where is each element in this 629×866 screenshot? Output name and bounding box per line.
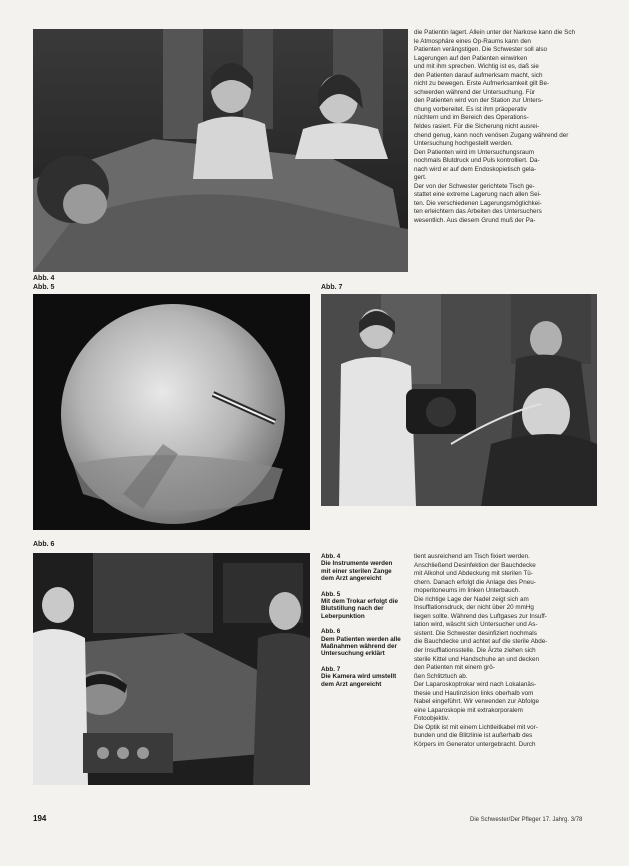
text-line: nüchtern und im Bereich des Operations- (414, 114, 529, 122)
caption-abb6 (321, 628, 401, 658)
text-line: den Patienten wird von der Station zur Unters- (414, 97, 544, 105)
caption-title: Abb. 4 (321, 553, 341, 560)
text-line: Körpers im Generator untergebracht. Durch (414, 741, 536, 749)
footer-credit: Die Schwester/Der Pfleger 17. Jahrg. 3/78 (470, 817, 583, 823)
text-line: und mit ihm sprechen. Wichtig ist es, daß sie (414, 63, 539, 71)
caption-abb4 (321, 553, 401, 583)
text-line: nicht zu bewegen. Erste Aufmerksamkeit gilt Be- (414, 80, 550, 88)
caption-column (321, 553, 401, 696)
text-line: stattet eine extreme Lagerung nach allen Sei- (414, 191, 542, 199)
caption-text: Mit dem Trokar erfolgt die Blutstillung nach der Leberpunktion (321, 598, 398, 620)
text-line: schwerden während der Untersuchung. Für (414, 88, 536, 96)
caption-text: Die Kamera wird umstellt dem Arzt angereicht (321, 673, 397, 688)
text-line: ßen Schlitztuch ab. (414, 672, 468, 680)
text-line: Der Laparoskoptrokar wird nach Lokalanäs- (414, 681, 537, 689)
text-line: bunden und die Blitzlinie ist außerhalb des (414, 732, 533, 740)
text-line: Den Patienten wird im Untersuchungsraum (414, 148, 535, 156)
photo-abb4 (33, 29, 408, 272)
text-line: Die richtige Lage der Nadel zeigt sich am (414, 595, 529, 603)
text-line: sterile Kittel und Handschuhe an und decken (414, 655, 539, 663)
text-line: Untersuchung hochgestellt werden. (414, 140, 513, 148)
text-line: lation wird, wäscht sich Untersucher und As- (414, 621, 538, 629)
text-line: chung vorbereitet. Es ist ihm präoperativ (414, 105, 527, 113)
text-line: Lagerungen auf den Patienten einwirken (414, 54, 528, 62)
caption-abb7 (321, 666, 401, 688)
text-line: ten erleichtern das Arbeiten des Untersuchers (414, 208, 542, 216)
text-line: nach wird er auf dem Endoskopietisch gela- (414, 165, 537, 173)
text-line: Die Optik ist mit einem Lichtleitkabel mit vor- (414, 723, 538, 731)
photo-abb6-image (33, 553, 310, 785)
caption-abb5 (321, 591, 401, 621)
text-line: den Patienten darauf aufmerksam macht, sich (414, 71, 543, 79)
text-line: ten. Die verschiedenen Lagerungsmöglichkei- (414, 199, 542, 207)
text-line: sistent. Die Schwester desinfiziert nochmals (414, 629, 537, 637)
text-line: die Patientin lagert. Allein unter der Narkose kann die Sch (414, 29, 576, 36)
caption-title: Abb. 6 (321, 628, 341, 636)
text-line: mit Alkohol und Abdeckung mit sterilen Tü- (414, 570, 533, 578)
caption-title: Abb. 5 (321, 590, 341, 598)
text-line: Nabel eingeführt. Wir verwenden zur Abfolge (414, 698, 539, 706)
figure-label-abb5: Abb. 5 (33, 284, 55, 291)
text-line: nochmals Blutdruck und Puls kontrolliert. Da- (414, 157, 540, 165)
text-line: le Atmosphäre eines Op-Raums kann den (414, 37, 531, 45)
caption-title: Abb. 7 (321, 665, 341, 673)
caption-text: Die Instrumente werden mit einer sterilen Zange dem Arzt angereicht (321, 560, 393, 583)
figure-label-abb6: Abb. 6 (33, 541, 55, 548)
caption-text: Dem Patienten werden alle Maßnahmen während der Untersuchung erklärt (321, 635, 401, 658)
text-line: chern. Danach erfolgt die Anlage des Pneu- (414, 578, 536, 586)
page-number: 194 (33, 814, 47, 823)
text-line: liegen sollte. Während des Luftgases zur Insuff- (414, 612, 547, 620)
text-line: gert. (414, 174, 427, 182)
text-column-bottom (414, 553, 597, 750)
photo-abb7-image (321, 294, 597, 506)
text-line: tient ausreichend am Tisch fixiert werden. (414, 553, 530, 560)
text-line: thesie und Hautinzision links oberhalb vom (414, 689, 534, 697)
text-line: feldes rasiert. Für die Sicherung nicht ausrei- (414, 123, 540, 131)
photo-abb5-image (33, 294, 310, 530)
text-line: moperitoneums im linken Unterbauch. (414, 587, 521, 595)
photo-abb6 (33, 553, 310, 785)
text-line: Anschließend Desinfektion der Bauchdecke (414, 561, 536, 569)
text-line: der Insufflationsstelle. Die Ärzte ziehen sich (414, 647, 536, 655)
figure-label-abb4: Abb. 4 (33, 275, 55, 282)
figure-label-abb7: Abb. 7 (321, 284, 343, 291)
text-line: den Patienten mit einem grö- (414, 664, 495, 672)
photo-abb5 (33, 294, 310, 530)
text-line: Fotoobjektiv. (414, 715, 450, 723)
text-line: wesentlich. Aus diesem Grund muß der Pa- (414, 217, 536, 225)
text-line: Patienten verängstigen. Die Schwester soll also (414, 46, 548, 54)
text-line: eine Laparoskopie mit extrakorporalem (414, 706, 523, 714)
text-column-top (414, 29, 597, 226)
photo-abb7 (321, 294, 597, 506)
text-line: Insufflationsdruck, der nicht über 20 mmHg (414, 604, 534, 612)
photo-abb4-image (33, 29, 408, 272)
text-line: die Bauchdecke und achtet auf die sterile Abde- (414, 638, 548, 646)
text-line: Der von der Schwester gerichtete Tisch ge- (414, 182, 535, 190)
text-line: chend genug, kann noch venösen Zugang während der (414, 131, 569, 139)
